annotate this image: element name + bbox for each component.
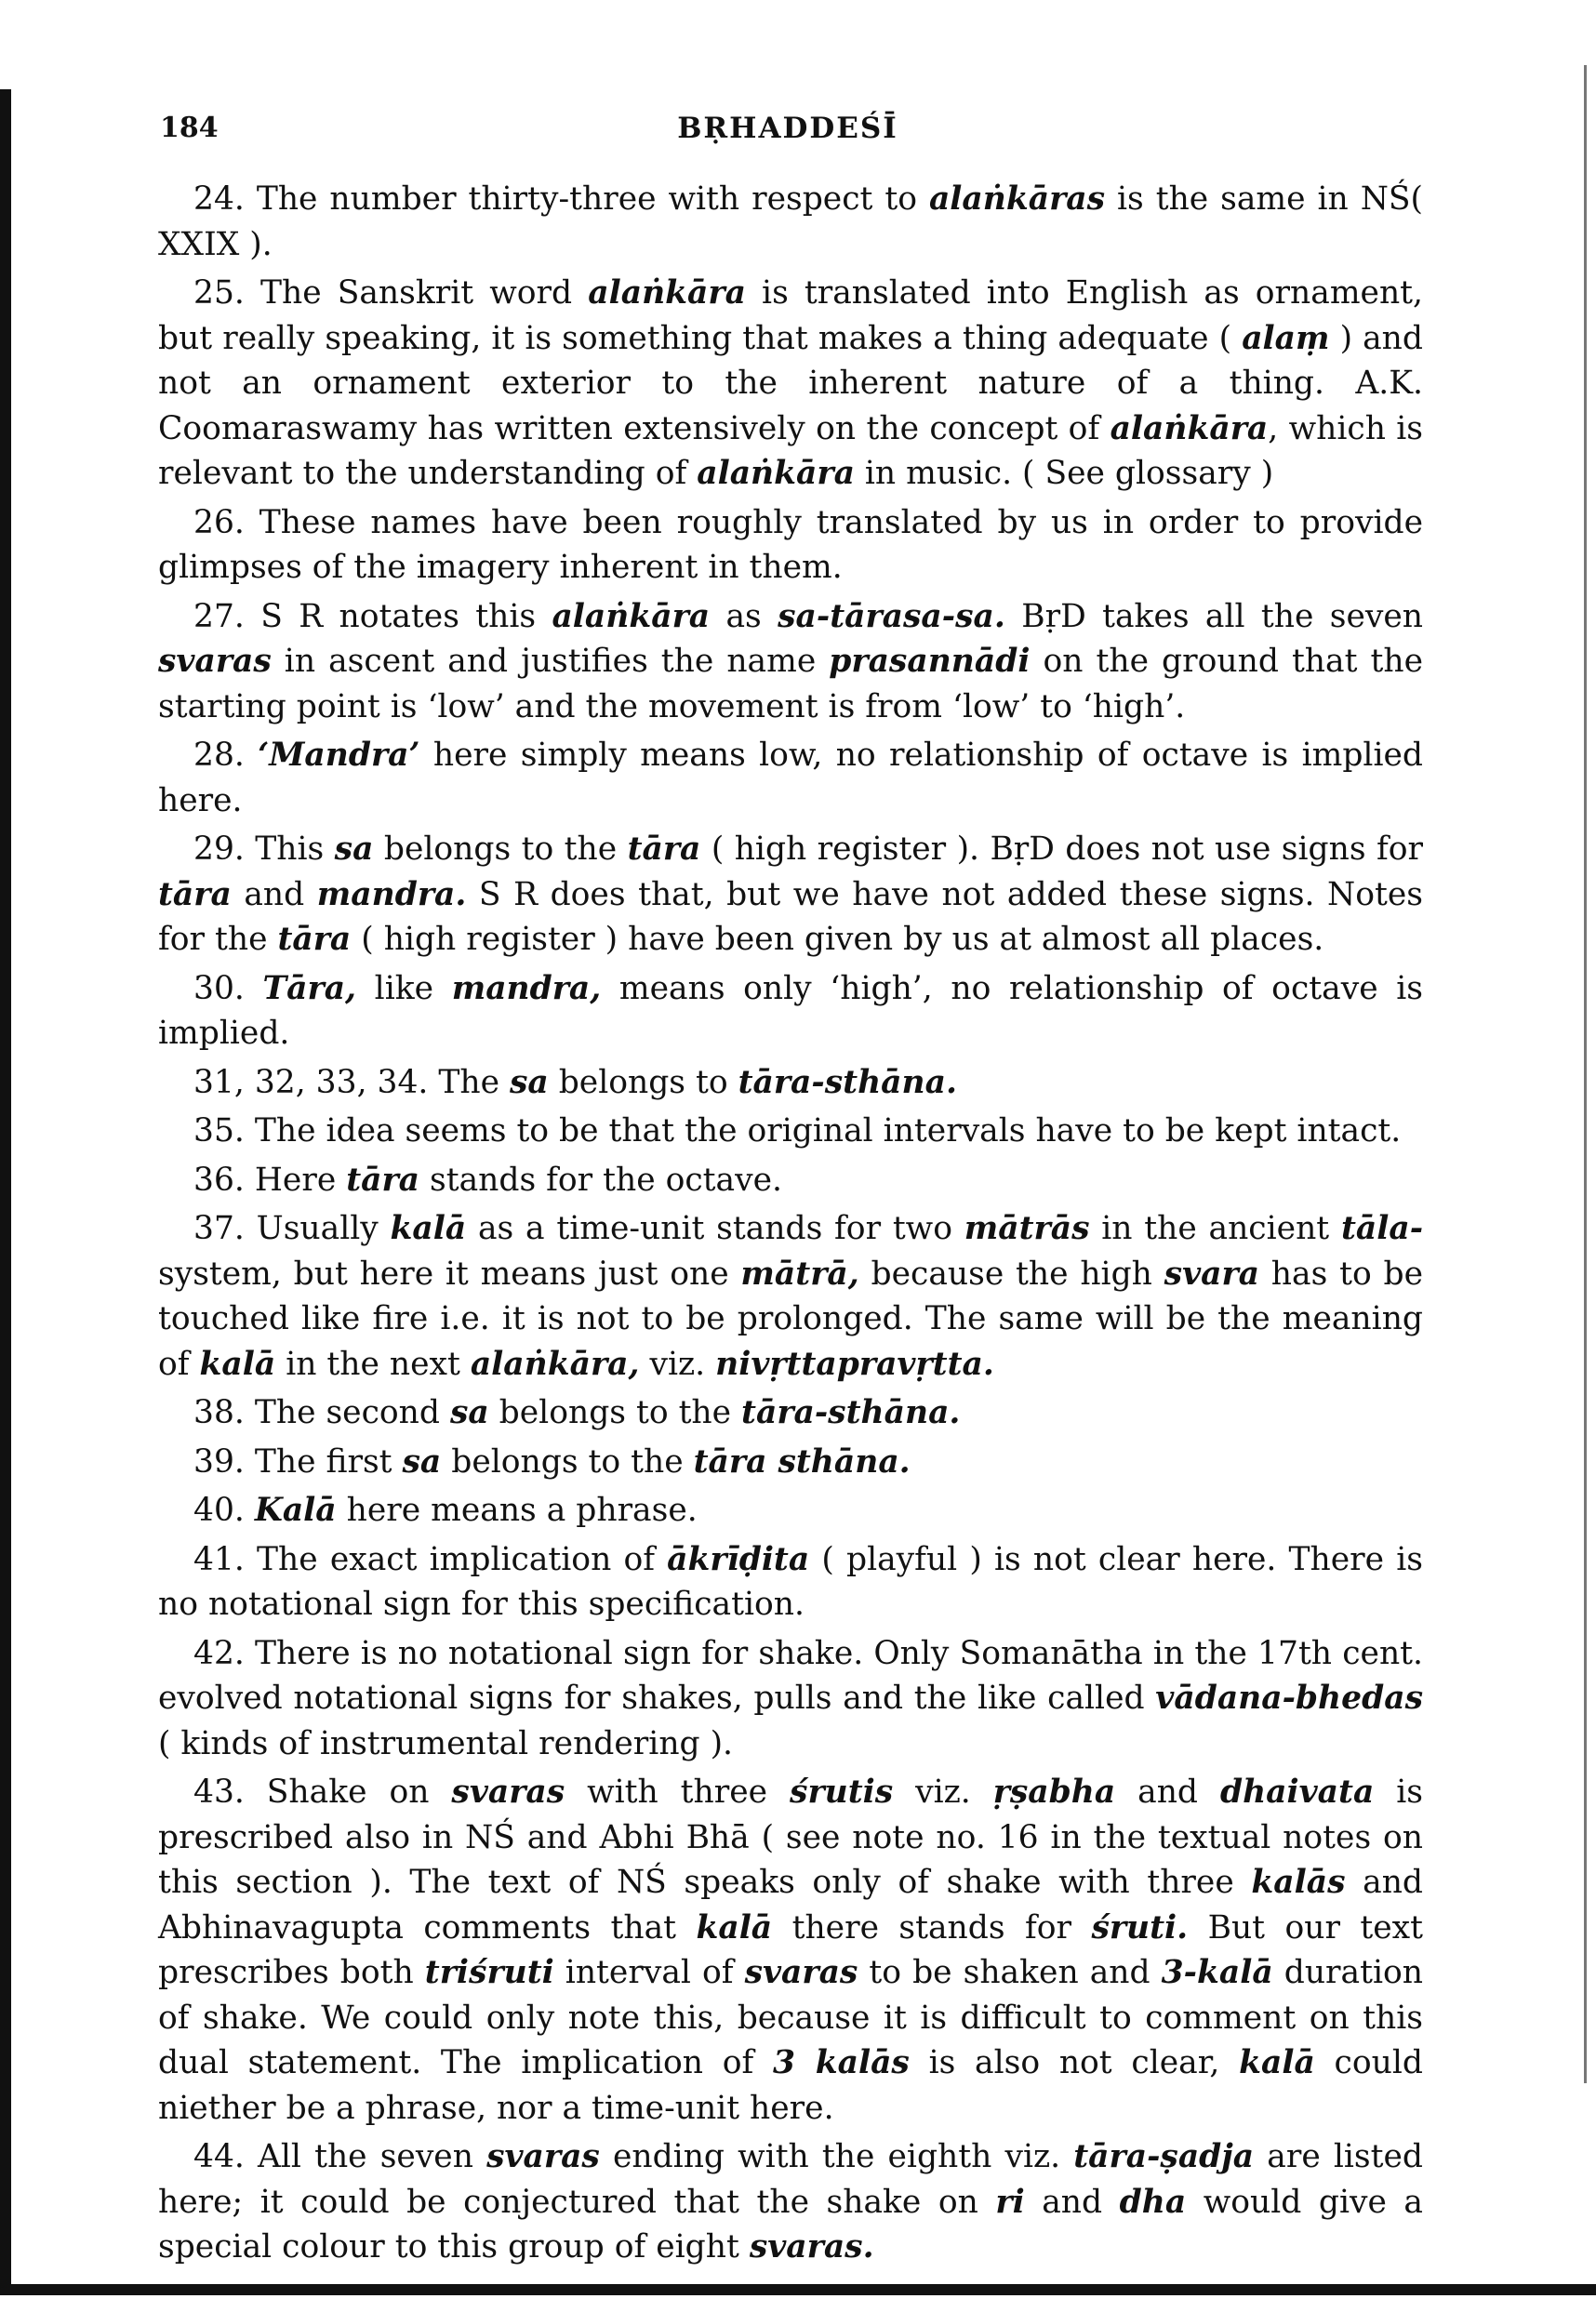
- note-text: belongs to the: [441, 1442, 694, 1481]
- italic-term: sa: [402, 1442, 442, 1481]
- note-text: 36. Here: [193, 1161, 347, 1199]
- italic-term: ri: [995, 2183, 1025, 2221]
- italic-term: mandra.: [316, 875, 467, 913]
- note-text: would give a special colour to this group of eight: [158, 2183, 1423, 2265]
- endnote: [158, 733, 1423, 823]
- note-text: as a time-unit stands for two: [466, 1210, 964, 1247]
- scan-left-edge: [0, 89, 11, 2293]
- note-text: , which is relevant to the understanding of: [158, 409, 1423, 492]
- note-text: 42. There is no notational sign for shake. Only Somanātha in the 17th cent. evolved notational signs for shakes, pulls and the like called: [158, 1634, 1423, 1717]
- italic-term: tāla-: [1340, 1210, 1424, 1247]
- italic-term: mandra,: [451, 969, 602, 1007]
- note-text: viz.: [893, 1774, 993, 1811]
- note-text: as: [710, 597, 778, 635]
- scan-right-edge: [1584, 65, 1587, 2083]
- italic-term: mātrā,: [740, 1255, 859, 1293]
- italic-term: sa: [334, 830, 374, 868]
- note-text: and: [1115, 1774, 1220, 1811]
- note-text: in the ancient: [1089, 1210, 1341, 1247]
- endnote: [158, 827, 1423, 963]
- note-text: is translated into English as ornament, but really speaking, it is something that makes a thing adequate (: [158, 274, 1424, 357]
- note-text: ( high register ). BṛD does not use signs for: [700, 830, 1423, 868]
- italic-term: nivṛttapravṛtta.: [715, 1345, 994, 1383]
- note-text: in ascent and justifies the name: [271, 643, 830, 680]
- italic-term: alaṅkāras: [928, 180, 1106, 218]
- note-text: interval of: [553, 1954, 745, 1991]
- italic-term: ‘Mandra’: [258, 737, 420, 774]
- note-text: means only ‘high’, no relationship of octave is implied.: [158, 969, 1423, 1052]
- italic-term: kalā: [390, 1210, 467, 1247]
- note-text: is the same in NŚ( XXIX ).: [158, 180, 1423, 263]
- note-text: 37. Usually: [193, 1210, 391, 1247]
- italic-term: kalās: [1251, 1864, 1346, 1901]
- note-text: 30.: [193, 969, 263, 1007]
- note-text: ( high register ) have been given by us at almost all places.: [351, 921, 1324, 958]
- note-text: 39. The first: [193, 1442, 403, 1481]
- note-text: ) and not an ornament exterior to the inherent nature of a thing. A.K. Coomaraswamy has written extensively on the concept of: [158, 319, 1423, 447]
- italic-term: tāra: [277, 921, 352, 958]
- italic-term: tāra: [627, 830, 701, 868]
- note-text: But our text prescribes both: [158, 1908, 1423, 1991]
- italic-term: vādana-bhedas: [1155, 1680, 1423, 1717]
- italic-term: tāra: [158, 875, 232, 913]
- note-text: 27. S R notates this: [193, 597, 552, 635]
- endnote: [158, 1390, 1423, 1436]
- italic-term: Tāra,: [262, 969, 357, 1007]
- endnote: [158, 1060, 1423, 1106]
- italic-term: mātrās: [964, 1210, 1090, 1247]
- endnote: [158, 177, 1423, 267]
- note-text: could niether be a phrase, nor a time-unit here.: [158, 2044, 1423, 2127]
- note-text: 25. The Sanskrit word: [193, 274, 589, 312]
- note-text: 38. The second: [193, 1394, 450, 1431]
- endnote: [158, 271, 1423, 497]
- italic-term: sa: [449, 1394, 489, 1431]
- note-text: and Abhinavagupta comments that: [158, 1864, 1423, 1947]
- italic-term: śruti.: [1091, 1908, 1189, 1947]
- note-text: like: [356, 969, 452, 1007]
- italic-term: alaṅkāra,: [470, 1345, 640, 1383]
- note-text: 29. This: [193, 830, 335, 868]
- endnote: [158, 500, 1423, 591]
- page-header: [160, 112, 1416, 158]
- note-text: belongs to the: [488, 1394, 742, 1431]
- italic-term: 3 kalās: [772, 2044, 910, 2081]
- note-text: 24. The number thirty-three with respect to: [193, 180, 929, 218]
- note-text: here means a phrase.: [336, 1492, 698, 1529]
- endnote: [158, 1537, 1423, 1628]
- note-text: system, but here it means just one: [158, 1255, 741, 1293]
- italic-term: sa: [509, 1063, 549, 1101]
- italic-term: alaṅkāra: [697, 455, 855, 492]
- italic-term: Kalā: [254, 1492, 337, 1529]
- note-text: on the ground that the starting point is ‘low’ and the movement is from ‘low’ to ‘high’.: [158, 643, 1423, 725]
- italic-term: dha: [1119, 2183, 1187, 2221]
- note-text: S R does that, but we have not added these signs. Notes for the: [158, 875, 1423, 958]
- italic-term: triśruti: [424, 1954, 554, 1991]
- note-text: viz.: [639, 1345, 716, 1383]
- italic-term: ṛṣabha: [992, 1774, 1116, 1811]
- endnote: [158, 1770, 1423, 2131]
- note-text: are listed here; it could be conjectured that the shake on: [158, 2138, 1423, 2221]
- italic-term: kalā: [1239, 2044, 1315, 2081]
- note-text: and: [1024, 2183, 1120, 2221]
- endnote: [158, 2134, 1423, 2270]
- note-text: BṛD takes all the seven: [1004, 597, 1423, 635]
- note-text: ( kinds of instrumental rendering ).: [158, 1724, 734, 1762]
- note-text: because the high: [858, 1255, 1164, 1293]
- note-text: belongs to the: [373, 830, 628, 868]
- note-text: in music. ( See glossary ): [854, 455, 1274, 492]
- note-text: stands for the octave.: [419, 1161, 782, 1199]
- italic-term: 3-kalā: [1161, 1954, 1273, 1991]
- note-text: ending with the eighth viz.: [599, 2138, 1074, 2175]
- italic-term: tāra-sthāna.: [738, 1063, 957, 1101]
- italic-term: kalā: [696, 1908, 773, 1947]
- italic-term: sa-tārasa-sa.: [778, 597, 1005, 635]
- note-text: here simply means low, no relationship of octave is implied here.: [158, 737, 1423, 819]
- note-text: ( playful ) is not clear here. There is no notational sign for this specification.: [158, 1540, 1423, 1623]
- italic-term: alaṅkāra: [588, 274, 746, 312]
- note-text: 41. The exact implication of: [193, 1540, 668, 1578]
- italic-term: svara: [1164, 1255, 1260, 1293]
- note-text: 35. The idea seems to be that the original intervals have to be kept intact.: [193, 1112, 1402, 1149]
- note-text: 28.: [193, 737, 259, 774]
- italic-term: tāra: [346, 1161, 420, 1199]
- note-text: with three: [565, 1774, 791, 1811]
- note-text: 44. All the seven: [193, 2138, 487, 2175]
- note-text: 31, 32, 33, 34. The: [193, 1063, 510, 1101]
- italic-term: alaṅkāra: [1110, 409, 1269, 447]
- italic-term: śrutis: [790, 1774, 894, 1811]
- endnote: [158, 1488, 1423, 1534]
- endnote: [158, 966, 1423, 1056]
- scan-bottom-edge: [0, 2284, 1596, 2295]
- italic-term: prasannādi: [829, 643, 1031, 680]
- running-title: BṚHADDEŚĪ: [677, 112, 898, 145]
- italic-term: svaras: [486, 2138, 600, 2175]
- endnote: [158, 594, 1423, 730]
- page-number: 184: [160, 112, 219, 144]
- italic-term: ākrīḍita: [667, 1540, 810, 1578]
- italic-term: alaṃ: [1242, 319, 1330, 357]
- note-text: to be shaken and: [858, 1954, 1162, 1991]
- note-text: 40.: [193, 1492, 255, 1529]
- italic-term: kalā: [199, 1345, 276, 1383]
- italic-term: tāra-sthāna.: [741, 1394, 961, 1431]
- note-text: and: [231, 875, 317, 913]
- note-text: there stands for: [772, 1908, 1092, 1947]
- italic-term: svaras: [158, 643, 272, 680]
- note-text: is also not clear,: [909, 2044, 1240, 2081]
- italic-term: dhaivata: [1219, 1774, 1375, 1811]
- endnote: [158, 1206, 1423, 1387]
- note-text: belongs to: [548, 1063, 738, 1101]
- endnote: [158, 1109, 1423, 1154]
- italic-term: tāra sthāna.: [693, 1442, 911, 1481]
- note-text: 43. Shake on: [193, 1774, 452, 1811]
- italic-term: tāra-ṣadja: [1073, 2138, 1255, 2175]
- italic-term: alaṅkāra: [552, 597, 711, 635]
- note-text: has to be touched like fire i.e. it is not to be prolonged. The same will be the meaning of: [158, 1255, 1423, 1383]
- italic-term: svaras.: [749, 2228, 874, 2265]
- note-text: in the next: [275, 1345, 471, 1383]
- italic-term: svaras: [744, 1954, 858, 1991]
- note-text: is prescribed also in NŚ and Abhi Bhā ( see note no. 16 in the textual notes on this section ). The text of NŚ speaks only of shake with three: [158, 1774, 1423, 1901]
- note-text: duration of shake. We could only note this, because it is difficult to comment on this dual statement. The implication of: [158, 1954, 1423, 2081]
- endnote: [158, 1440, 1423, 1485]
- endnotes-list: [158, 177, 1423, 2274]
- italic-term: svaras: [451, 1774, 565, 1811]
- endnote: [158, 1631, 1423, 1767]
- endnote: [158, 1158, 1423, 1203]
- note-text: 26. These names have been roughly translated by us in order to provide glimpses of the imagery inherent in them.: [158, 503, 1423, 586]
